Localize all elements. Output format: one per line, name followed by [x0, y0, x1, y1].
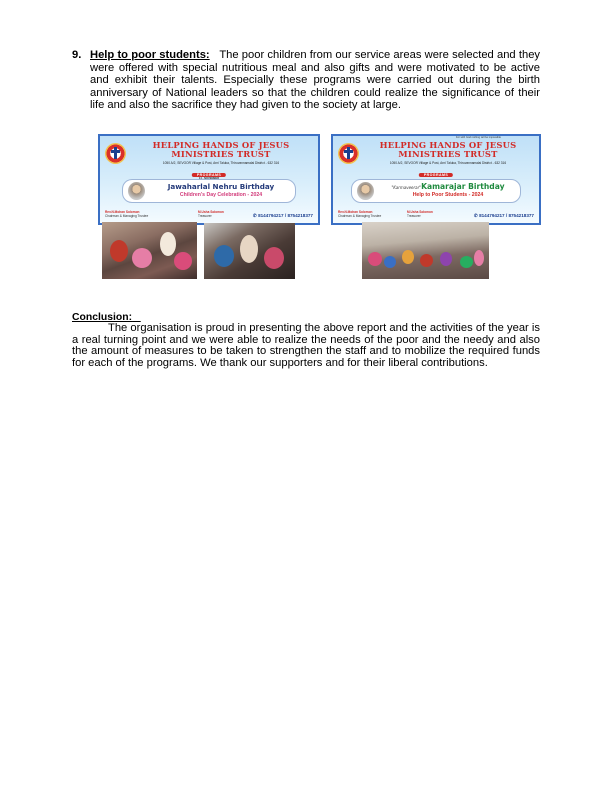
signatory-2-role: Treasurer: [407, 214, 421, 218]
program-subtitle: Help to Poor Students - 2024: [412, 192, 484, 198]
item-body-text: The poor children from our service areas were selected and they were offered with special nutritious meal and also gifts and were motivated to be active and exhibit their talents. Especially these programs were carried out during the birth anniversary of National leaders so that the children could realize the significance of their life and also the sacrifice they had given to the society at large.: [90, 49, 541, 112]
signatory-2-role: Treasurer: [198, 214, 212, 218]
phone-number: ✆ 8144794217 / 8754218377: [252, 213, 313, 218]
banner-kamarajar-birthday: [331, 134, 541, 225]
item-number: 9.: [72, 49, 82, 61]
phone-text: 8144794217 / 8754218377: [479, 213, 534, 218]
org-name-line2: MINISTRIES TRUST: [398, 149, 498, 159]
signatory-2: [407, 210, 433, 218]
org-name-line1: HELPING HANDS OF JESUS: [152, 140, 290, 150]
signatory-1-name: Rev.N.Mohan Solomon: [105, 210, 140, 214]
program-prefix: "Karmaveerar": [391, 185, 422, 190]
trust-logo-icon: [105, 143, 126, 164]
trust-logo-icon: [338, 143, 359, 164]
signatory-1-role: Chairman & Managing Trustee: [338, 214, 382, 218]
event-photo-children-meal-1: [102, 222, 197, 279]
org-address: 1050 A/2, SEVOOR Village & Post, Arni Taluka, Thiruvannamalai District - 632 316: [162, 161, 280, 165]
signatory-1-role: Chairman & Managing Trustee: [105, 214, 149, 218]
program-box: [122, 179, 296, 203]
program-subtitle: Children's Day Celebration - 2024: [179, 192, 263, 198]
program-title-text: Kamarajar Birthday: [421, 182, 505, 191]
programs-tag: PROGRAMS: [192, 173, 226, 177]
phone-number: ✆ 8144794217 / 8754218377: [473, 213, 534, 218]
item-heading: Help to poor students:: [90, 49, 210, 61]
banner-nehru-birthday: [98, 134, 320, 225]
conclusion-heading-text: Conclusion:: [72, 312, 133, 323]
signatory-2-name: M.Usha Solomon: [407, 210, 433, 214]
signatory-1: [105, 210, 148, 218]
signatory-2: [198, 210, 224, 218]
program-title: [379, 182, 517, 191]
signatory-1: [338, 210, 381, 218]
event-photo-children-meal-2: [204, 223, 295, 279]
phone-text: 8144794217 / 8754218377: [258, 213, 313, 218]
org-name-line2: MINISTRIES TRUST: [171, 149, 271, 159]
section-help-poor-students: [72, 49, 540, 112]
portrait-image: [128, 182, 145, 200]
org-name-line1: HELPING HANDS OF JESUS: [379, 140, 517, 150]
signatory-1-name: Rev.N.Mohan Solomon: [338, 210, 373, 214]
org-address: 1050 A/2, SEVOOR Village & Post, Arni Taluka, Thiruvannamalai District - 632 316: [389, 161, 507, 165]
signatory-2-name: M.Usha Solomon: [198, 210, 224, 214]
program-title: Jawaharlal Nehru Birthday: [167, 182, 275, 191]
program-box: [351, 179, 521, 203]
programs-tag: PROGRAMS: [419, 173, 453, 177]
portrait-image: [357, 182, 374, 200]
top-note: For with God nothing will be impossible: [456, 136, 501, 139]
event-photo-children-hall: [362, 222, 489, 279]
list-item: [72, 49, 540, 112]
conclusion-body: The organisation is proud in presenting the above report and the activities of the year is a real turning point and we were able to realize the needs of the poor and the needy and also the amount of measures to be taken to strengthen the staff and to mobilize the required funds for each of the programs. We thank our supporters and for their liberal contributions.: [72, 322, 540, 369]
